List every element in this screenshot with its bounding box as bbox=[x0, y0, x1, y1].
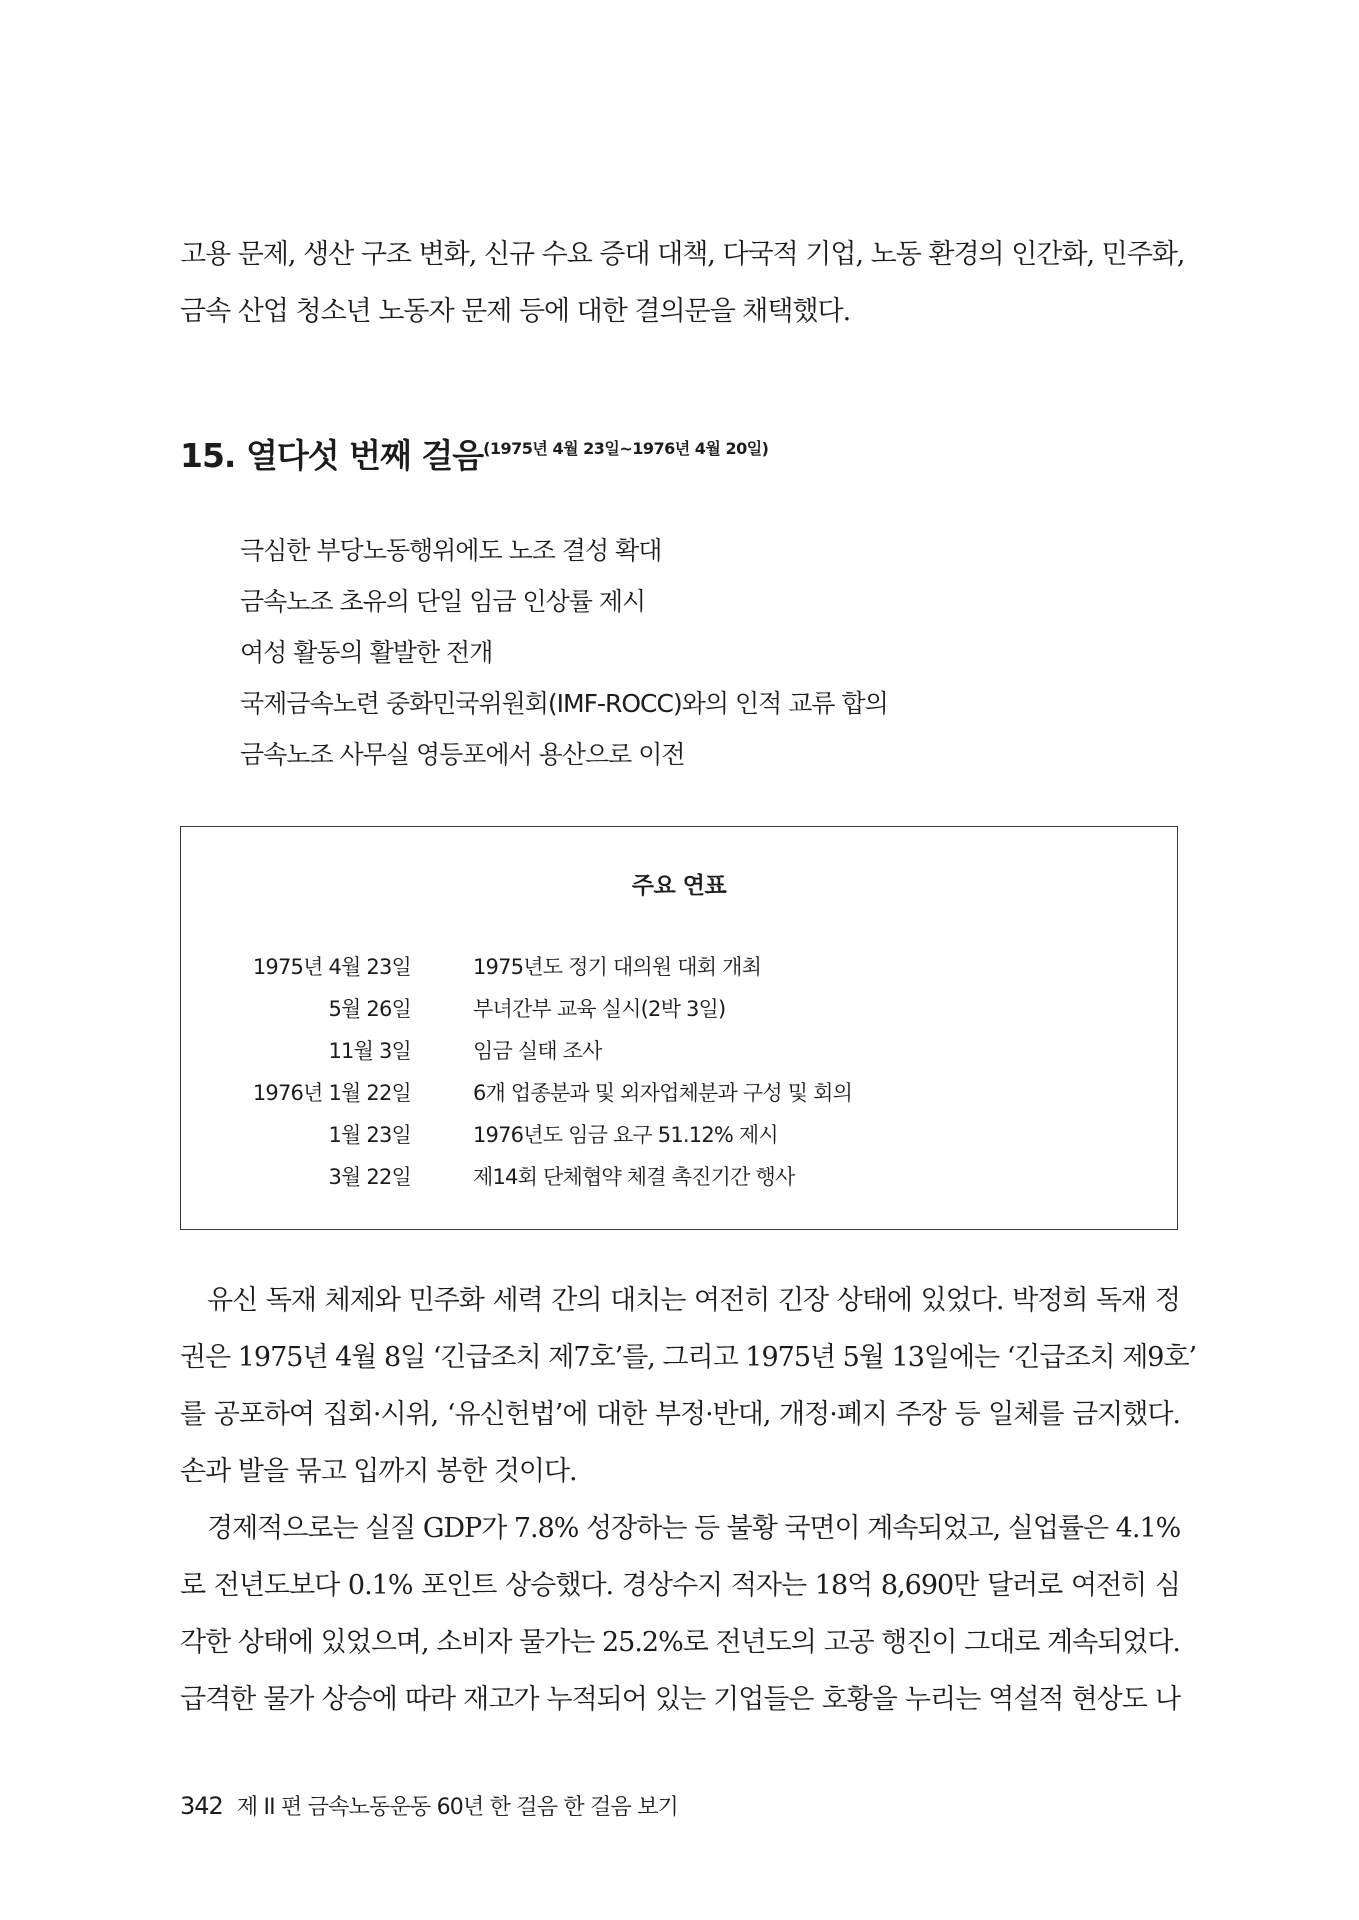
timeline-row bbox=[181, 1113, 1177, 1155]
timeline-date: 1975년 4월 23일 bbox=[252, 955, 411, 979]
body-line: 를 공포하여 집회·시위, ‘유신헌법’에 대한 부정·반대, 개정·폐지 주장 등 일체를 금지했다. bbox=[180, 1399, 1180, 1430]
timeline-table bbox=[181, 945, 1177, 1197]
section-period: (1975년 4월 23일~1976년 4월 20일) bbox=[483, 439, 769, 458]
highlights-list bbox=[240, 525, 888, 780]
body-paragraphs bbox=[180, 1272, 1197, 1728]
timeline-event: 1975년도 정기 대의원 대회 개최 bbox=[473, 955, 762, 979]
timeline-event: 부녀간부 교육 실시(2박 3일) bbox=[473, 997, 726, 1021]
timeline-row bbox=[181, 945, 1177, 987]
body-line: 경제적으로는 실질 GDP가 7.8% 성장하는 등 불황 국면이 계속되었고, 실업률은 4.1% bbox=[207, 1513, 1181, 1544]
page-footer bbox=[180, 1790, 678, 1821]
body-line: 각한 상태에 있었으며, 소비자 물가는 25.2%로 전년도의 고공 행진이 그대로 계속되었다. bbox=[180, 1627, 1180, 1658]
running-title: 제 II 편 금속노동운동 60년 한 걸음 한 걸음 보기 bbox=[236, 1795, 679, 1820]
timeline-title: 주요 연표 bbox=[631, 873, 727, 899]
timeline-event: 6개 업종분과 및 외자업체분과 구성 및 회의 bbox=[473, 1081, 853, 1105]
body-line: 급격한 물가 상승에 따라 재고가 누적되어 있는 기업들은 호황을 누리는 역설적 현상도 나 bbox=[180, 1684, 1180, 1715]
timeline-date: 1976년 1월 22일 bbox=[252, 1081, 411, 1105]
section-title: 15. 열다섯 번째 걸음 bbox=[180, 436, 484, 475]
highlight-item: 국제금속노련 중화민국위원회(IMF-ROCC)와의 인적 교류 합의 bbox=[240, 689, 888, 718]
timeline-event: 제14회 단체협약 체결 촉진기간 행사 bbox=[473, 1165, 795, 1189]
timeline-event: 1976년도 임금 요구 51.12% 제시 bbox=[473, 1123, 778, 1147]
timeline-row bbox=[181, 987, 1177, 1029]
timeline-row bbox=[181, 1155, 1177, 1197]
page-number: 342 bbox=[180, 1792, 223, 1820]
body-line: 권은 1975년 4월 8일 ‘긴급조치 제7호’를, 그리고 1975년 5월 13일에는 ‘긴급조치 제9호’ bbox=[180, 1342, 1197, 1373]
highlight-item: 금속노조 초유의 단일 임금 인상률 제시 bbox=[240, 587, 646, 616]
timeline-date: 11월 3일 bbox=[328, 1039, 411, 1063]
body-line: 로 전년도보다 0.1% 포인트 상승했다. 경상수지 적자는 18억 8,690만 달러로 여전히 심 bbox=[180, 1570, 1180, 1601]
timeline-date: 5월 26일 bbox=[328, 997, 411, 1021]
body-line: 유신 독재 체제와 민주화 세력 간의 대치는 여전히 긴장 상태에 있었다. 박정희 독재 정 bbox=[207, 1285, 1180, 1316]
intro-line: 고용 문제, 생산 구조 변화, 신규 수요 증대 대책, 다국적 기업, 노동 환경의 인간화, 민주화, bbox=[180, 239, 1185, 270]
highlight-item: 금속노조 사무실 영등포에서 용산으로 이전 bbox=[240, 740, 685, 769]
section-heading bbox=[180, 430, 769, 477]
highlight-item: 여성 활동의 활발한 전개 bbox=[240, 638, 493, 667]
highlight-item: 극심한 부당노동행위에도 노조 결성 확대 bbox=[240, 536, 662, 565]
timeline-row bbox=[181, 1071, 1177, 1113]
intro-line: 금속 산업 청소년 노동자 문제 등에 대한 결의문을 채택했다. bbox=[180, 296, 851, 327]
timeline-date: 3월 22일 bbox=[328, 1165, 411, 1189]
timeline-event: 임금 실태 조사 bbox=[473, 1039, 602, 1063]
body-line: 손과 발을 묶고 입까지 봉한 것이다. bbox=[180, 1456, 577, 1487]
timeline-date: 1월 23일 bbox=[328, 1123, 411, 1147]
intro-paragraph bbox=[180, 226, 1185, 340]
timeline-row bbox=[181, 1029, 1177, 1071]
timeline-box bbox=[180, 826, 1178, 1230]
